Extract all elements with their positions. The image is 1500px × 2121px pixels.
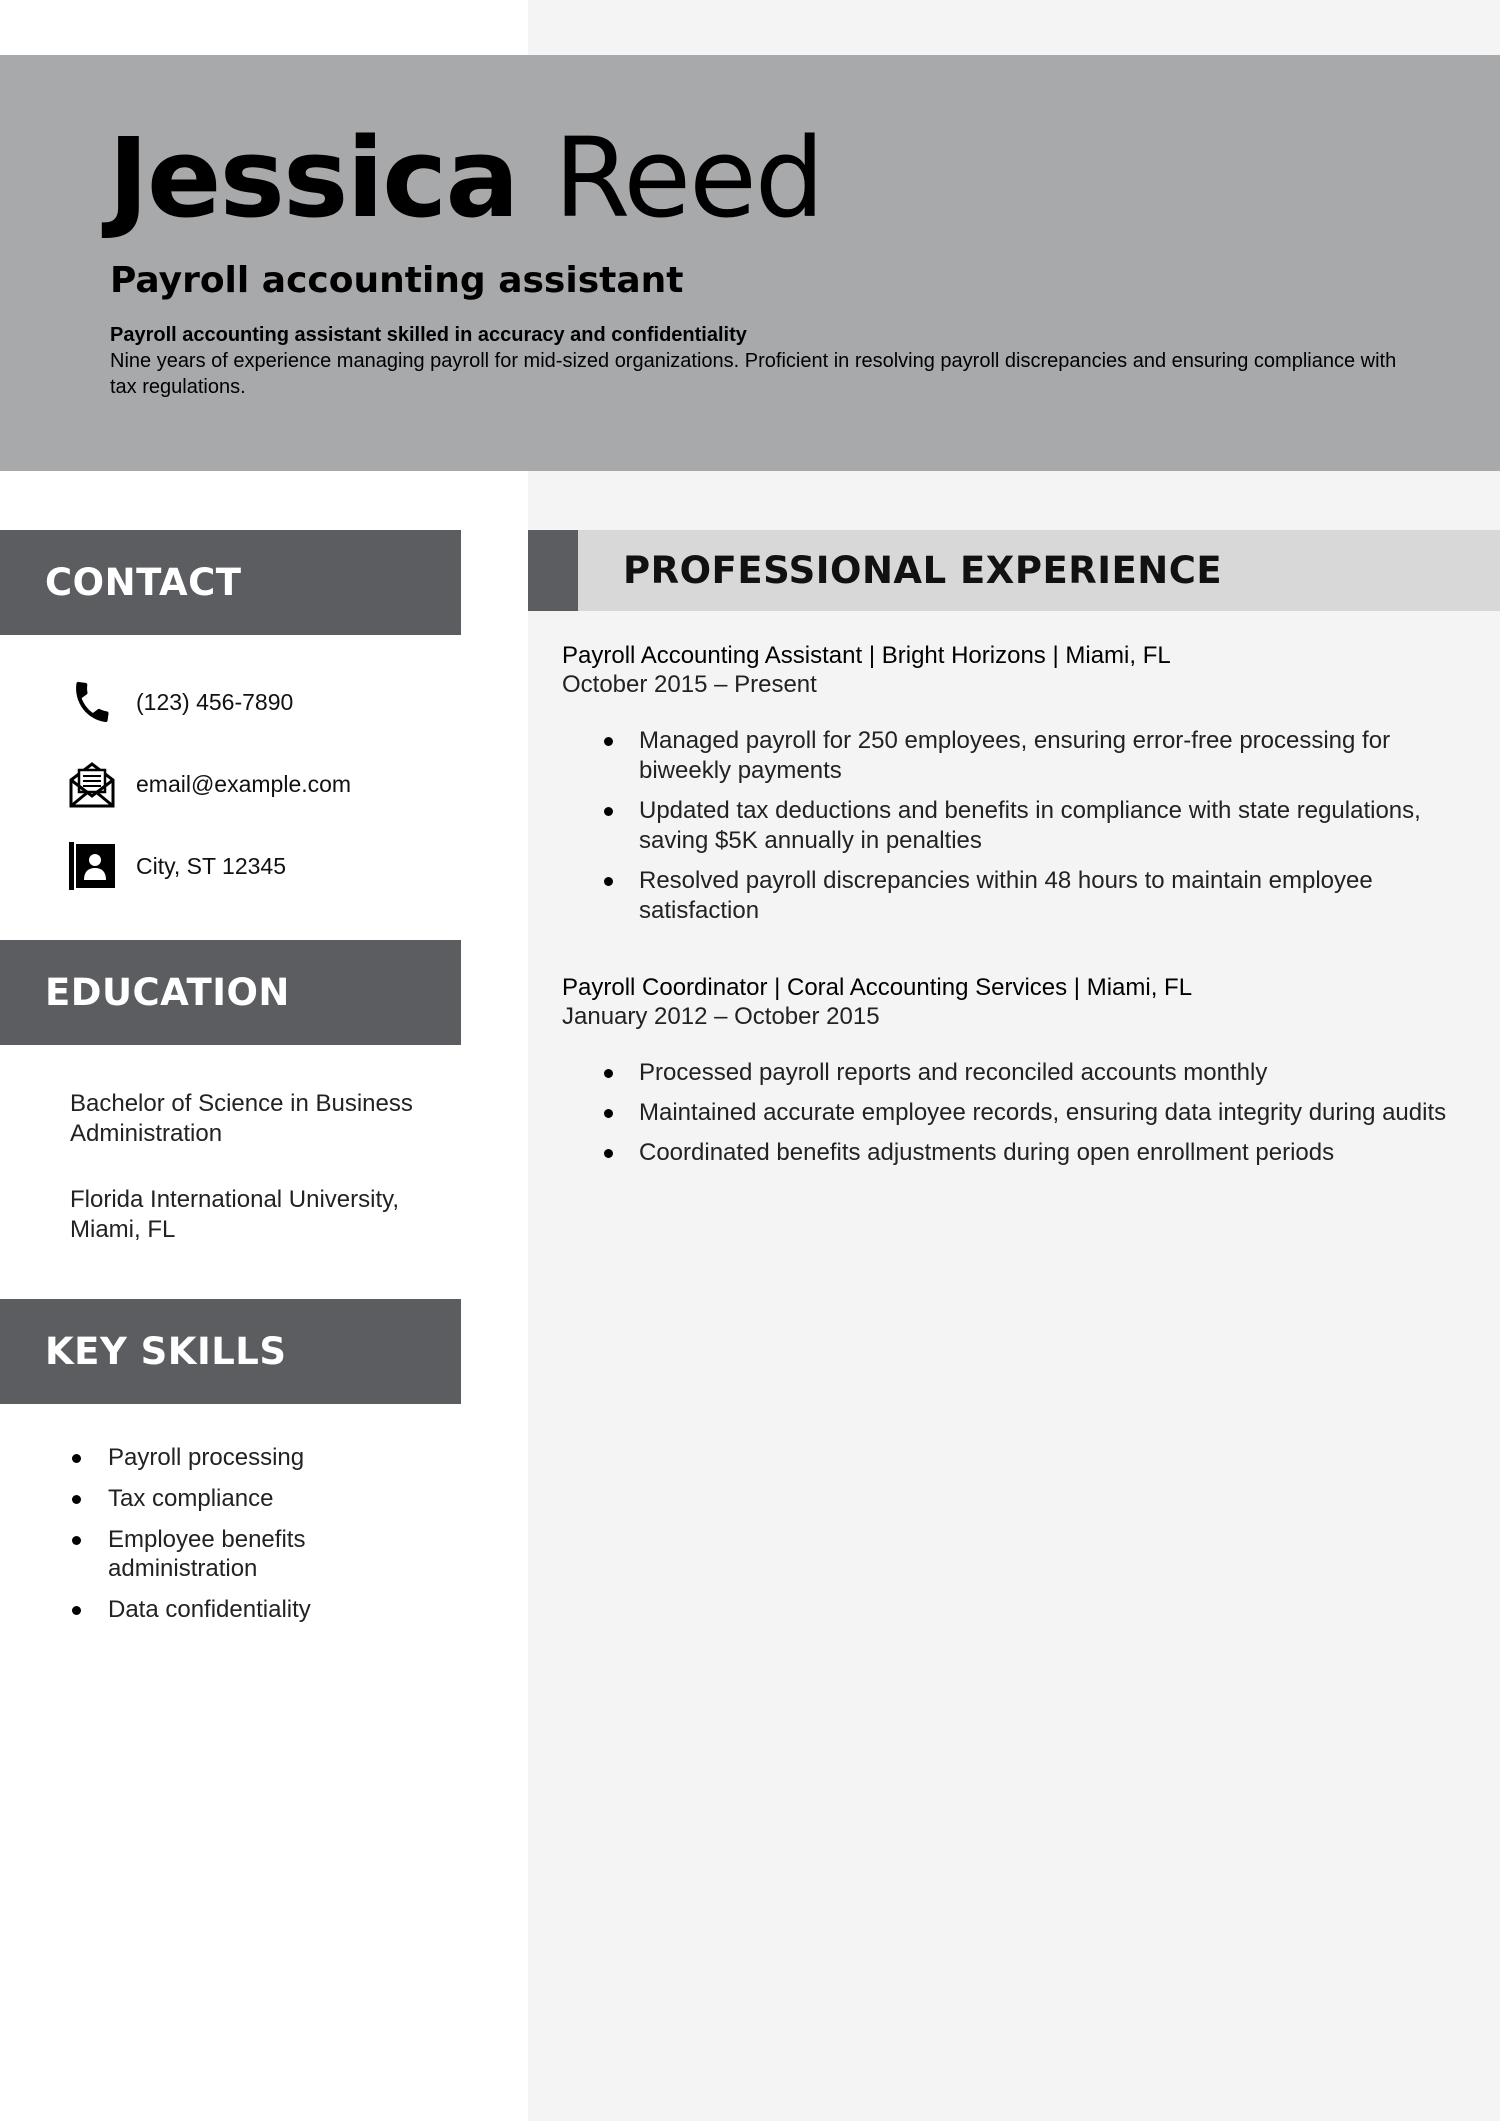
- skill-item: Tax compliance: [70, 1484, 450, 1513]
- job-entry: [562, 641, 1462, 936]
- job-bullet: Coordinated benefits adjustments during open enrollment periods: [562, 1138, 1459, 1168]
- summary-text: Nine years of experience managing payroll for mid-sized organizations. Proficient in resolving payroll discrepancies and ensuring compliance with tax regulations.: [110, 350, 1397, 398]
- address-text: City, ST 12345: [136, 852, 287, 879]
- experience-heading-tab: [528, 530, 578, 611]
- skills-heading: KEY SKILLS: [0, 1299, 461, 1404]
- job-dates: January 2012 – October 2015: [562, 1003, 880, 1030]
- experience-heading: PROFESSIONAL EXPERIENCE: [623, 549, 1223, 592]
- job-title: Payroll Coordinator | Coral Accounting Services | Miami, FL: [562, 974, 1193, 1001]
- phone-icon: [68, 676, 116, 728]
- address-icon: [68, 840, 116, 892]
- phone-text: (123) 456-7890: [136, 688, 294, 715]
- contact-email: [68, 758, 351, 810]
- contact-address: [68, 840, 286, 892]
- job-dates: October 2015 – Present: [562, 671, 817, 698]
- education-degree: Bachelor of Science in Business Administration: [70, 1090, 413, 1147]
- contact-phone: [68, 676, 293, 728]
- job-role: Payroll accounting assistant: [110, 260, 684, 301]
- job-bullets: [562, 726, 1462, 926]
- education-heading: EDUCATION: [0, 940, 461, 1045]
- job-bullet: Processed payroll reports and reconciled accounts monthly: [562, 1058, 1459, 1088]
- contact-heading: CONTACT: [0, 530, 461, 635]
- job-bullets: [562, 1058, 1462, 1168]
- job-entry: [562, 973, 1462, 1178]
- skill-item: Data confidentiality: [70, 1595, 450, 1624]
- job-bullet: Managed payroll for 250 employees, ensuring error-free processing for biweekly payments: [562, 726, 1459, 786]
- email-text: email@example.com: [136, 770, 352, 797]
- first-name: Jessica: [108, 114, 518, 242]
- full-name: [108, 108, 823, 248]
- skill-item: Payroll processing: [70, 1443, 450, 1472]
- skill-item: Employee benefits administration: [70, 1525, 450, 1583]
- email-icon: [68, 758, 116, 810]
- skills-list: [70, 1443, 450, 1636]
- education-school: Florida International University, Miami, FL: [70, 1186, 400, 1243]
- summary-headline: Payroll accounting assistant skilled in accuracy and confidentiality: [110, 324, 747, 346]
- last-name: Reed: [553, 114, 823, 242]
- job-bullet: Resolved payroll discrepancies within 48 hours to maintain employee satisfaction: [562, 866, 1459, 926]
- job-bullet: Updated tax deductions and benefits in compliance with state regulations, saving $5K annually in penalties: [562, 796, 1459, 856]
- profile-summary: [110, 322, 1410, 400]
- job-bullet: Maintained accurate employee records, ensuring data integrity during audits: [562, 1098, 1459, 1128]
- experience-heading-bar: [528, 530, 1500, 611]
- job-title: Payroll Accounting Assistant | Bright Horizons | Miami, FL: [562, 642, 1171, 669]
